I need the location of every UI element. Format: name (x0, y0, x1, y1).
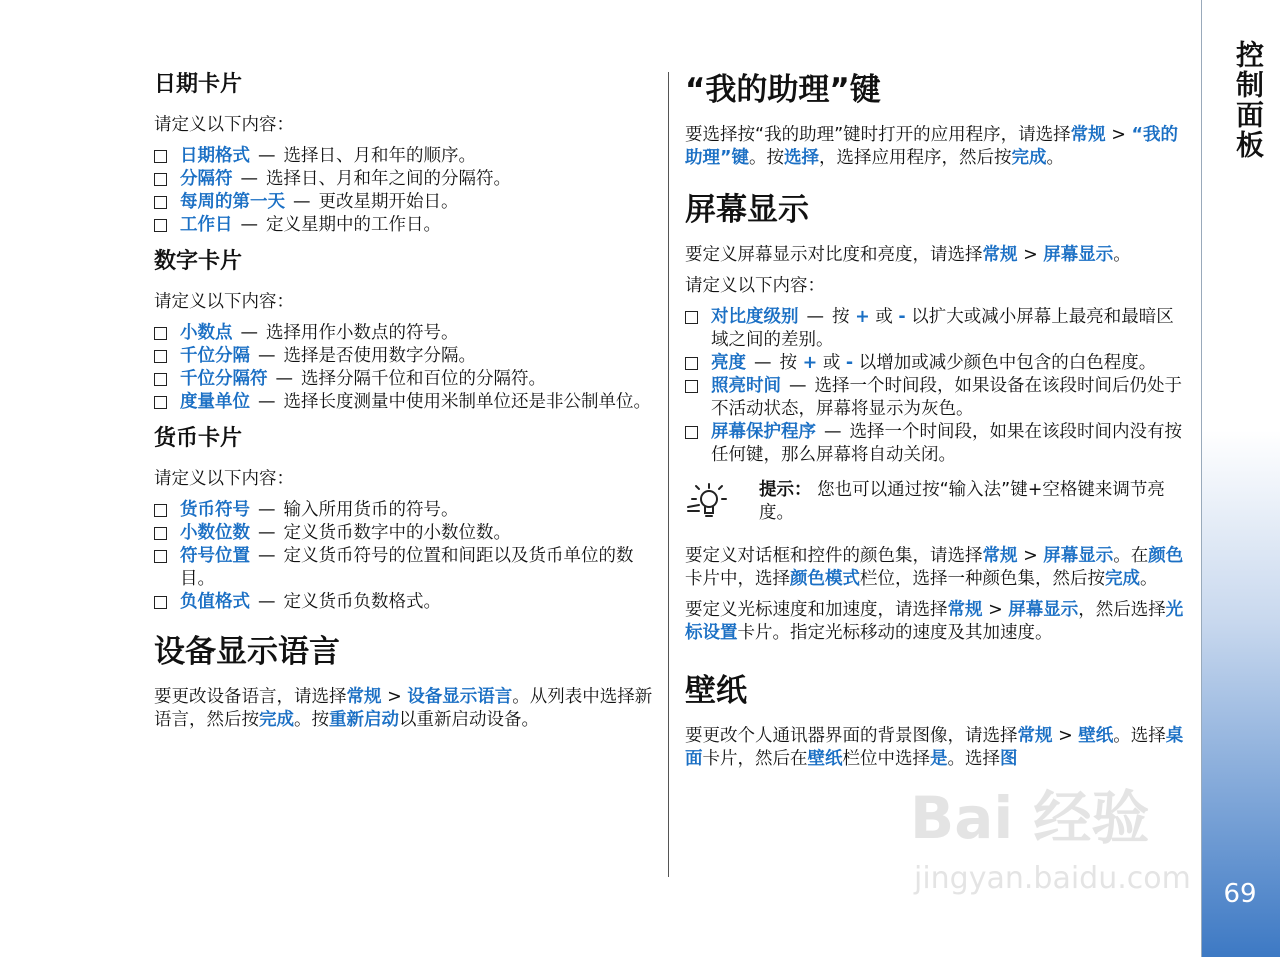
item-key: 度量单位 (180, 392, 250, 412)
text: 您也可以通过按“输入法”键+空格键来调节亮度。 (759, 480, 1165, 523)
keyword: 重新启动 (329, 710, 399, 730)
item-text: 定义货币符号的位置和间距以及货币单位的数目。 (180, 546, 634, 589)
keyword: 颜色 (1148, 546, 1184, 566)
dash: — (824, 422, 842, 442)
item-text: 定义货币数字中的小数位数。 (283, 523, 511, 543)
dash: — (240, 169, 258, 189)
page-number: 69 (1223, 879, 1257, 909)
item-text: 或 (869, 307, 899, 327)
separator: > (982, 600, 1009, 620)
dash: — (258, 523, 276, 543)
text: 。选择 (1113, 726, 1166, 746)
text: ，然后选择 (1078, 600, 1166, 620)
checkbox-icon (154, 396, 167, 409)
checkbox-icon (154, 219, 167, 232)
checkbox-icon (685, 380, 698, 393)
dash: — (240, 323, 258, 343)
item-text: 以增加或减少颜色中包含的白色程度。 (853, 353, 1157, 373)
checkbox-icon (154, 350, 167, 363)
keyword: 常规 (947, 600, 983, 620)
text: 。选择 (947, 749, 1000, 769)
lightbulb-icon (685, 481, 729, 529)
keyword: 屏幕显示 (1008, 600, 1079, 620)
wallpaper-paragraph (685, 725, 1187, 771)
item-text: 选择日、月和年之间的分隔符。 (266, 169, 511, 189)
chapter-title: 控制面板 (1232, 40, 1265, 160)
dash: — (275, 369, 293, 389)
dash: — (754, 353, 772, 373)
checkbox-icon (154, 550, 167, 563)
keyword: 常规 (1017, 726, 1053, 746)
text: 卡片中，选择 (685, 569, 790, 589)
language-paragraph (154, 686, 659, 732)
text: 要更改个人通讯器界面的背景图像，请选择 (685, 726, 1018, 746)
list-item (685, 421, 1187, 467)
tip-text (759, 479, 1187, 525)
checkbox-icon (685, 426, 698, 439)
item-text: 输入所用货币的符号。 (283, 500, 459, 520)
text: 卡片，然后在 (702, 749, 808, 769)
checkbox-icon (154, 327, 167, 340)
display-heading: 屏幕显示 (685, 192, 809, 228)
currency-card-list (154, 499, 659, 614)
text: 卡片。指定光标移动的速度及其加速度。 (737, 623, 1053, 643)
wallpaper-heading: 壁纸 (685, 673, 747, 709)
list-item (154, 145, 659, 168)
text: 要定义对话框和控件的颜色集，请选择 (685, 546, 983, 566)
item-key: 小数点 (180, 323, 233, 343)
minus-key: - (898, 307, 906, 327)
keyword: 完成 (1105, 569, 1140, 589)
column-divider (668, 72, 669, 877)
text: 要选择按“我的助理”键时打开的应用程序，请选择 (685, 125, 1071, 145)
checkbox-icon (685, 311, 698, 324)
color-paragraph (685, 545, 1187, 591)
tip-label: 提示： (759, 480, 812, 500)
keyword: 壁纸 (807, 749, 843, 769)
item-key: 照亮时间 (711, 376, 781, 396)
item-text: 选择是否使用数字分隔。 (283, 346, 476, 366)
keyword: 屏幕显示 (1043, 245, 1114, 265)
number-card-heading: 数字卡片 (154, 249, 243, 274)
item-key: 千位分隔 (180, 346, 250, 366)
item-text: 选择日、月和年的顺序。 (283, 146, 476, 166)
list-item (685, 306, 1187, 352)
dash: — (258, 392, 276, 412)
text: 要定义屏幕显示对比度和亮度，请选择 (685, 245, 983, 265)
keyword: 常规 (346, 687, 382, 707)
list-item (154, 545, 659, 591)
keyword: 是 (930, 749, 948, 769)
watermark-url: jingyan.baidu.com (914, 861, 1191, 896)
text: 要定义光标速度和加速度，请选择 (685, 600, 948, 620)
item-text: 定义星期中的工作日。 (266, 215, 441, 235)
date-card-list (154, 145, 659, 237)
item-key: 亮度 (711, 353, 746, 373)
checkbox-icon (685, 357, 698, 370)
right-column (685, 70, 1187, 779)
list-item (154, 345, 659, 368)
keyword: 常规 (982, 546, 1018, 566)
date-card-heading: 日期卡片 (154, 72, 243, 97)
currency-card-intro: 请定义以下内容： (154, 469, 294, 489)
item-key: 工作日 (180, 215, 233, 235)
display-list (685, 306, 1187, 467)
list-item (154, 214, 659, 237)
number-card-intro: 请定义以下内容： (154, 292, 294, 312)
keyword: 屏幕显示 (1043, 546, 1114, 566)
item-text: 或 (817, 353, 846, 373)
text: 。在 (1113, 546, 1149, 566)
checkbox-icon (154, 527, 167, 540)
language-heading: 设备显示语言 (154, 634, 340, 670)
list-item (685, 375, 1187, 421)
keyword: 设备显示语言 (407, 687, 513, 707)
baidu-watermark (910, 770, 1210, 900)
item-text: 更改星期开始日。 (318, 192, 459, 212)
item-key: 负值格式 (180, 592, 250, 612)
dash: — (240, 215, 258, 235)
list-item (154, 191, 659, 214)
keyword: 光标设置 (685, 600, 1184, 643)
separator: > (1017, 245, 1044, 265)
item-text: 选择一个时间段，如果在该段时间内没有按任何键，那么屏幕将自动关闭。 (711, 422, 1182, 465)
checkbox-icon (154, 504, 167, 517)
checkbox-icon (154, 150, 167, 163)
currency-card-heading: 货币卡片 (154, 426, 243, 451)
dash: — (258, 146, 276, 166)
item-key: 屏幕保护程序 (711, 422, 816, 442)
keyword: 桌面 (685, 726, 1184, 769)
display-intro: 请定义以下内容： (685, 276, 825, 296)
text: 。按 (294, 710, 329, 730)
item-key: 千位分隔符 (180, 369, 268, 389)
separator: > (381, 687, 408, 707)
separator: > (1017, 546, 1044, 566)
item-text: 选择用作小数点的符号。 (266, 323, 459, 343)
dash: — (258, 546, 276, 566)
item-text: 选择一个时间段，如果设备在该段时间后仍处于不活动状态，屏幕将显示为灰色。 (711, 376, 1182, 419)
assistant-heading: “我的助理”键 (685, 72, 881, 108)
list-item (154, 368, 659, 391)
assistant-paragraph (685, 124, 1187, 170)
keyword: 颜色模式 (790, 569, 860, 589)
item-key: 每周的第一天 (180, 192, 285, 212)
item-key: 日期格式 (180, 146, 250, 166)
item-key: 分隔符 (180, 169, 233, 189)
item-key: 符号位置 (180, 546, 250, 566)
item-text: 选择分隔千位和百位的分隔符。 (301, 369, 546, 389)
checkbox-icon (154, 596, 167, 609)
item-key: 对比度级别 (711, 307, 799, 327)
list-item (154, 322, 659, 345)
item-text: 按 (832, 307, 856, 327)
dash: — (806, 307, 824, 327)
date-card-intro: 请定义以下内容： (154, 115, 294, 135)
keyword: “我的助理”键 (685, 125, 1178, 168)
list-item (154, 522, 659, 545)
tip-box (685, 479, 1187, 525)
text: 。按 (749, 148, 785, 168)
minus-key: - (845, 353, 854, 373)
item-text: 按 (779, 353, 803, 373)
plus-key: + (802, 353, 818, 373)
watermark-logo-text: Bai 经验 (910, 784, 1150, 852)
left-column (154, 70, 659, 740)
keyword: 选择 (784, 148, 820, 168)
dash: — (258, 500, 276, 520)
display-paragraph (685, 244, 1187, 267)
item-text: 选择长度测量中使用米制单位还是非公制单位。 (283, 392, 651, 412)
separator: > (1105, 125, 1132, 145)
text: 以重新启动设备。 (399, 710, 539, 730)
keyword: 常规 (982, 245, 1018, 265)
text: 。 (1113, 245, 1131, 265)
item-key: 小数位数 (180, 523, 250, 543)
plus-key: + (855, 307, 870, 327)
cursor-paragraph (685, 599, 1187, 645)
list-item (154, 499, 659, 522)
text: 。 (1046, 148, 1065, 168)
keyword: 图 (1000, 749, 1018, 769)
list-item (154, 391, 659, 414)
checkbox-icon (154, 373, 167, 386)
list-item (154, 591, 659, 614)
text: 栏位中选择 (842, 749, 930, 769)
list-item (685, 352, 1187, 375)
keyword: 壁纸 (1078, 726, 1114, 746)
dash: — (293, 192, 311, 212)
keyword: 常规 (1070, 125, 1106, 145)
keyword: 完成 (1011, 148, 1047, 168)
item-text: 以扩大或减小屏幕上最亮和最暗区域之间的差别。 (711, 307, 1174, 350)
text: ，选择应用程序，然后按 (819, 148, 1012, 168)
text: 。 (1140, 569, 1158, 589)
dash: — (789, 376, 807, 396)
number-card-list (154, 322, 659, 414)
text: 栏位，选择一种颜色集，然后按 (860, 569, 1105, 589)
dash: — (258, 592, 276, 612)
checkbox-icon (154, 196, 167, 209)
list-item (154, 168, 659, 191)
text: 要更改设备语言，请选择 (154, 687, 347, 707)
text: 。从列表中选择新语言，然后按 (154, 687, 653, 730)
item-text: 定义货币负数格式。 (283, 592, 441, 612)
keyword: 完成 (259, 710, 294, 730)
separator: > (1052, 726, 1079, 746)
dash: — (258, 346, 276, 366)
checkbox-icon (154, 173, 167, 186)
item-key: 货币符号 (180, 500, 250, 520)
